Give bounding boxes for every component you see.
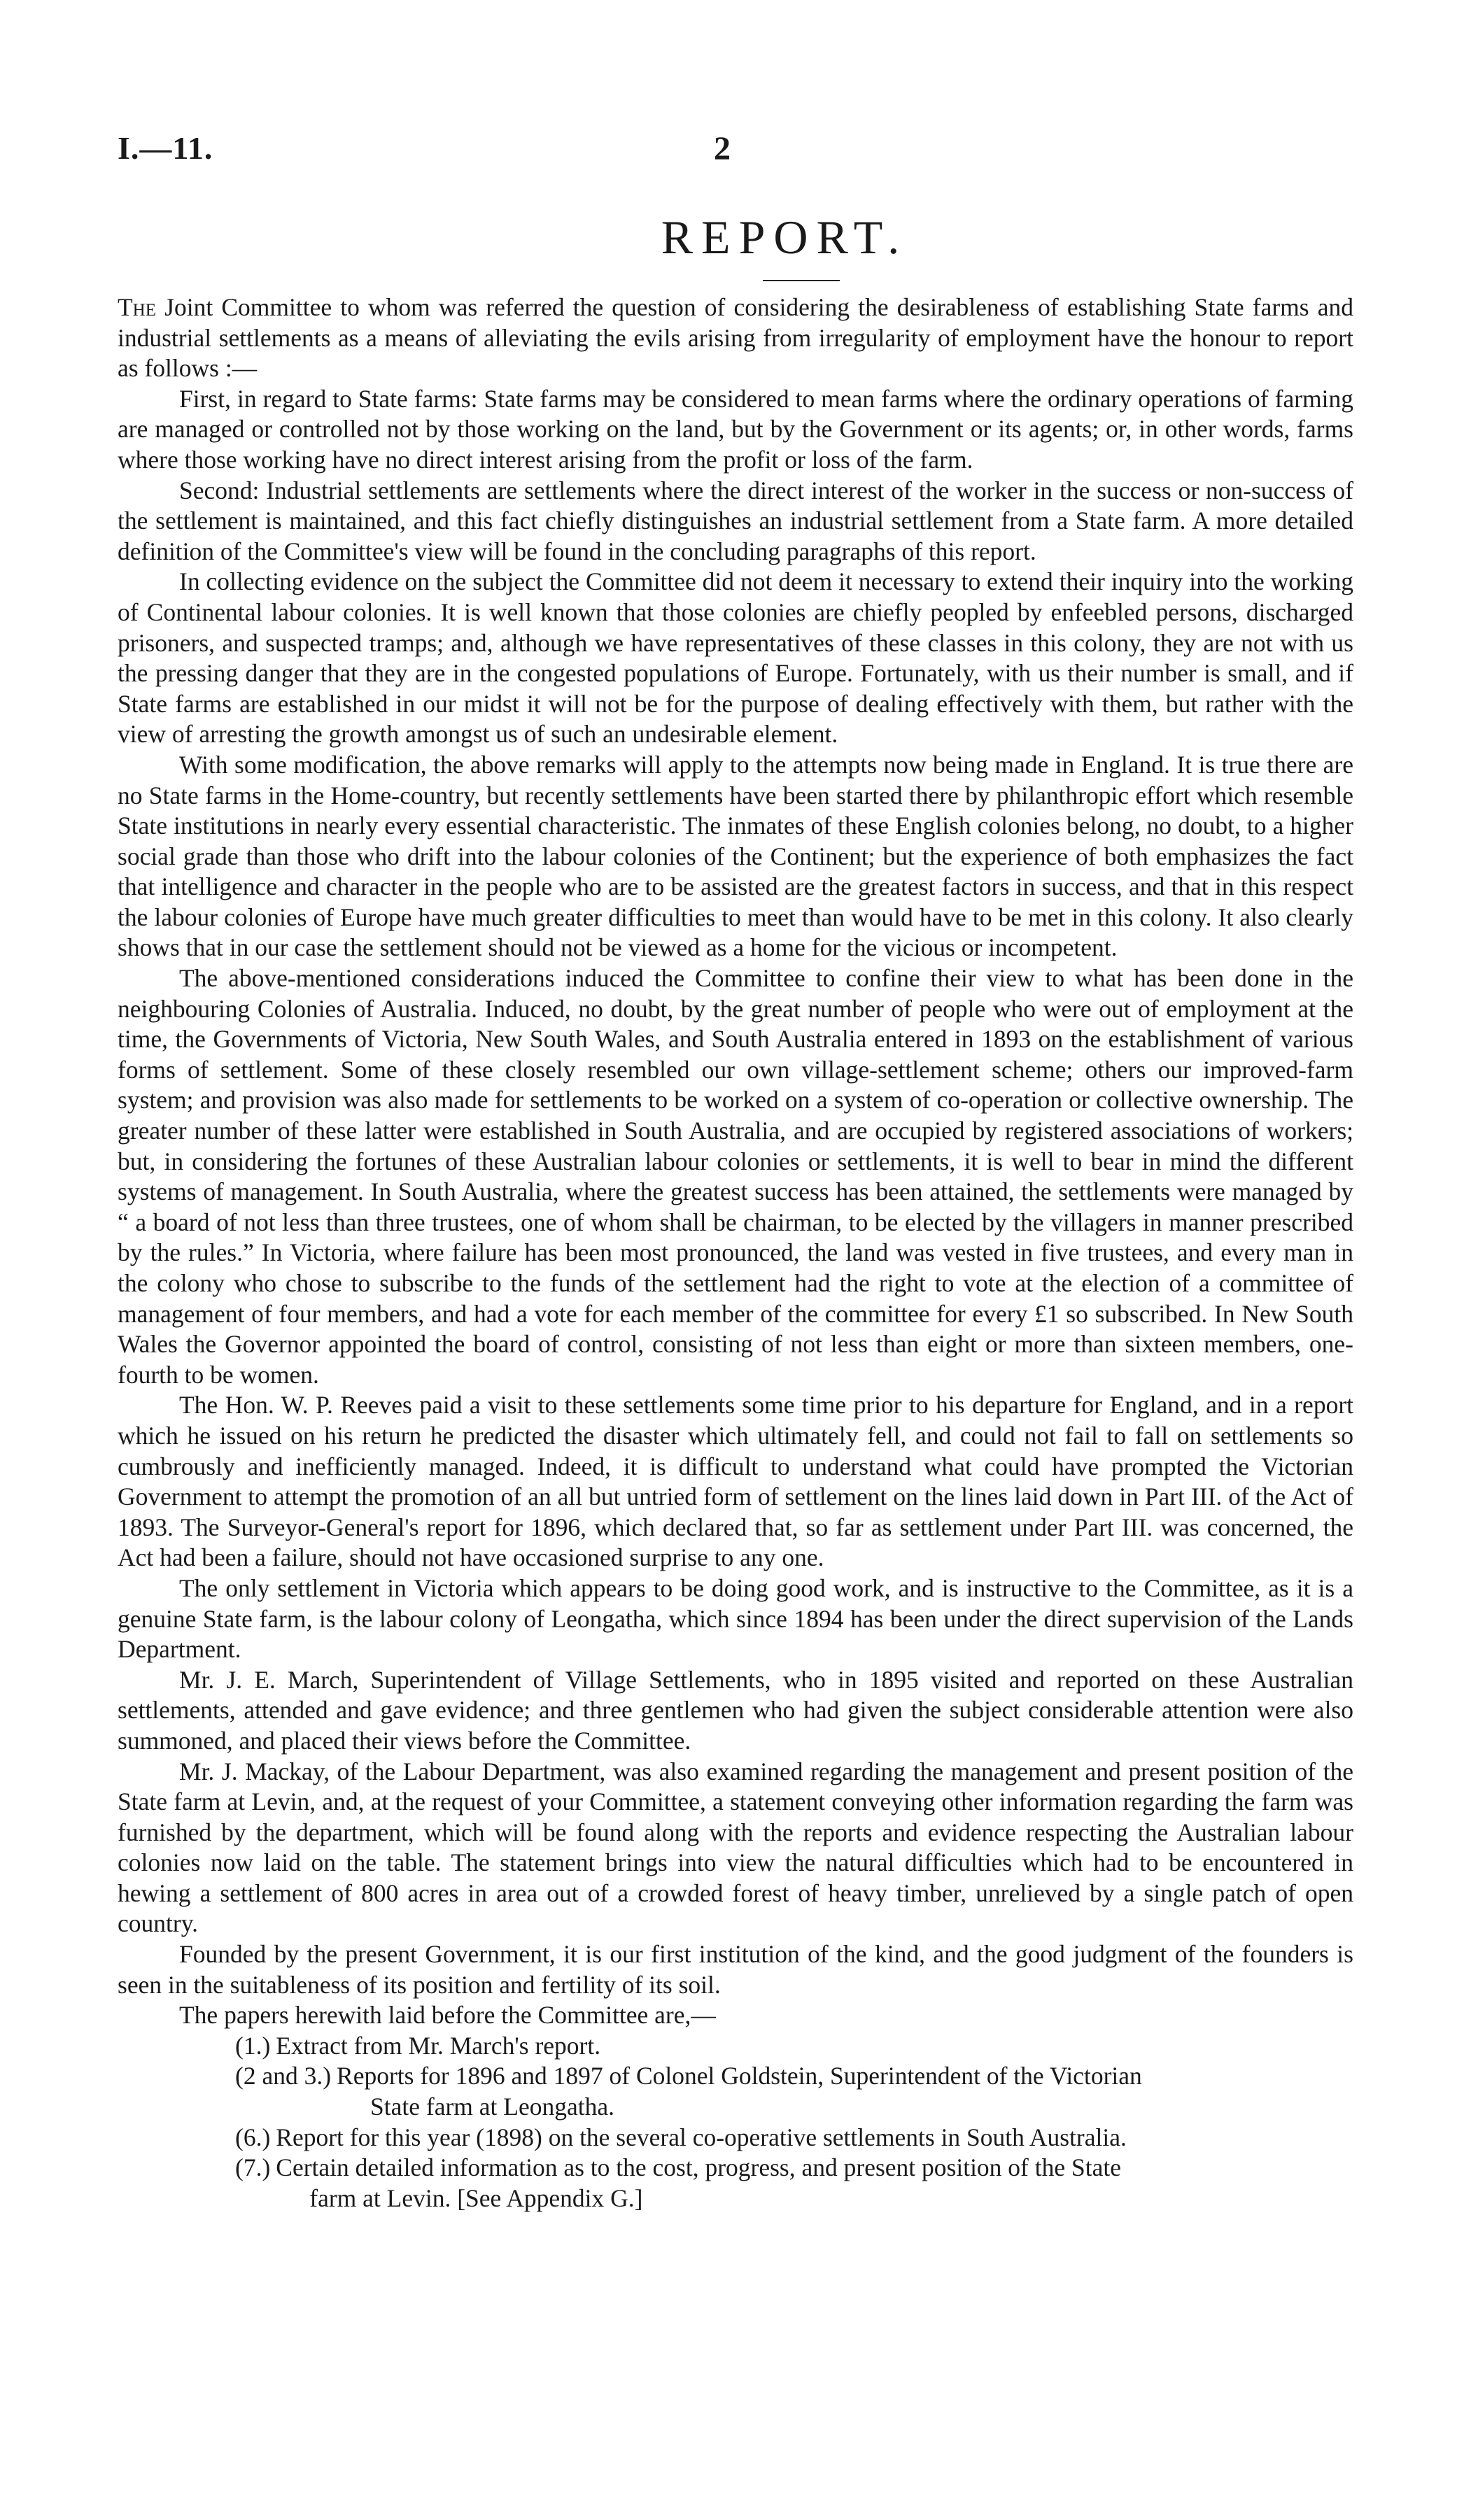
list-item	[118, 2123, 1353, 2153]
list-item-number: (2 and 3.)	[235, 2062, 332, 2090]
list-item-number: (1.)	[235, 2031, 271, 2060]
papers-list	[118, 2031, 1353, 2214]
title-underline	[763, 280, 840, 281]
list-item-continuation: State farm at Leongatha.	[370, 2093, 614, 2121]
intro-lead-word: The	[118, 293, 157, 321]
list-item-text	[276, 2153, 1353, 2214]
list-item-text-line: Report for this year (1898) on the several co-operative settlements in South Australia.	[276, 2123, 1127, 2151]
paragraph-leongatha: The only settlement in Victoria which appears to be doing good work, and is instructive to the Committee, as it is a genuine State farm, is the labour colony of Leongatha, which since 1894 has been under the direct supervision of the Lands Department.	[118, 1573, 1353, 1664]
intro-paragraph	[118, 292, 1353, 384]
list-item-text	[276, 2123, 1353, 2153]
page-number: 2	[714, 130, 731, 167]
list-item-number: (6.)	[235, 2123, 271, 2151]
list-item	[118, 2153, 1353, 2214]
list-item-text-line: Extract from Mr. March's report.	[276, 2031, 601, 2060]
intro-text: Joint Committee to whom was referred the question of considering the desirableness of establishing State farms and industrial settlements as a means of alleviating the evils arising from irregularity of employment have the honour to report as follows :—	[118, 293, 1354, 383]
list-item	[118, 2061, 1353, 2122]
paragraph-england: With some modification, the above remarks will apply to the attempts now being made in England. It is true there are no State farms in the Home-country, but recently settlements have been started there by philanthropic effort which resemble State institutions in nearly every essential characteristic. The inmates of these English colonies belong, no doubt, to a higher social grade than those who drift into the labour colonies of the Continent; but the experience of both emphasizes the fact that intelligence and character in the people who are to be assisted are the greatest factors in success, and that in this respect the labour colonies of Europe have much greater difficulties to meet than would have to be met in this colony. It also clearly shows that in our case the settlement should not be viewed as a home for the vicious or incompetent.	[118, 750, 1353, 962]
list-item-continuation: farm at Levin. [See Appendix G.]	[309, 2183, 643, 2212]
papers-list-intro: The papers herewith laid before the Committee are,—	[179, 2001, 716, 2030]
paragraph-state-farms: First, in regard to State farms: State farms may be considered to mean farms where the ordinary operations of farming are managed or controlled not by those working on the land, but by the Government or its agents; or, in other words, farms where those working have no direct interest arising from the profit or loss of the farm.	[118, 384, 1353, 474]
list-item-number: (7.)	[235, 2153, 271, 2182]
document-reference: I.—11.	[118, 130, 213, 166]
list-item-text-line: Reports for 1896 and 1897 of Colonel Goldstein, Superintendent of the Victorian	[337, 2062, 1142, 2090]
paragraph-reeves: The Hon. W. P. Reeves paid a visit to these settlements some time prior to his departure for England, and in a report which he issued on his return he predicted the disaster which ultimately fell, and could not fail to fall on settlements so cumbrously and inefficiently managed. Indeed, it is difficult to understand what could have prompted the Victorian Government to attempt the promotion of an all but untried form of settlement on the lines laid down in Part III. of the Act of 1893. The Surveyor-General's report for 1896, which declared that, so far as settlement under Part III. was concerned, the Act had been a failure, should not have occasioned surprise to any one.	[118, 1391, 1353, 1572]
paragraph-continental-colonies: In collecting evidence on the subject the Committee did not deem it necessary to extend their inquiry into the working of Continental labour colonies. It is well known that those colonies are chiefly peopled by enfeebled persons, discharged prisoners, and suspected tramps; and, although we have representatives of these classes in this colony, they are not with us the pressing danger that they are in the congested populations of Europe. Fortunately, with us their number is small, and if State farms are established in our midst it will not be for the purpose of dealing effectively with them, but rather with the view of arresting the growth amongst us of such an undesirable element.	[118, 567, 1353, 749]
page-title: REPORT.	[661, 211, 908, 264]
list-item-text	[337, 2061, 1353, 2122]
paragraph-industrial-settlements: Second: Industrial settlements are settlements where the direct interest of the worker in the success or non-success of the settlement is maintained, and this fact chiefly distinguishes an industrial settlement from a State farm. A more detailed definition of the Committee's view will be found in the concluding paragraphs of this report.	[118, 476, 1353, 565]
paragraph-march: Mr. J. E. March, Superintendent of Village Settlements, who in 1895 visited and reported on these Australian settlements, attended and gave evidence; and three gentlemen who had given the subject considerable attention were also summoned, and placed their views before the Committee.	[118, 1665, 1353, 1755]
list-item-text	[276, 2031, 1353, 2062]
paragraph-mackay: Mr. J. Mackay, of the Labour Department, was also examined regarding the management and present position of the State farm at Levin, and, at the request of your Committee, a statement conveying other information regarding the farm was furnished by the department, which will be found along with the reports and evidence respecting the Australian labour colonies now laid on the table. The statement brings into view the natural difficulties which had to be encountered in hewing a settlement of 800 acres in area out of a crowded forest of heavy timber, unrelieved by a single patch of open country.	[118, 1757, 1353, 1938]
paragraph-australia: The above-mentioned considerations induced the Committee to confine their view to what has been done in the neighbouring Colonies of Australia. Induced, no doubt, by the great number of people who were out of employment at the time, the Governments of Victoria, New South Wales, and South Australia entered in 1893 on the establishment of various forms of settlement. Some of these closely resembled our own village-settlement scheme; others our improved-farm system; and provision was also made for settlements to be worked on a system of co-operation or collective ownership. The greater number of these latter were established in South Australia, and are occupied by registered associations of workers; but, in considering the fortunes of these Australian labour colonies or settlements, it is well to bear in mind the different systems of management. In South Australia, where the greatest success has been attained, the settlements were managed by “ a board of not less than three trustees, one of whom shall be chairman, to be elected by the villagers in manner prescribed by the rules.” In Victoria, where failure has been most pronounced, the land was vested in five trustees, and every man in the colony who chose to subscribe to the funds of the settlement had the right to vote at the election of a committee of management of four members, and had a vote for each member of the committee for every £1 so subscribed. In New South Wales the Governor appointed the board of control, consisting of not less than eight or more than sixteen members, one-fourth to be women.	[118, 964, 1353, 1389]
paragraph-founded: Founded by the present Government, it is our first institution of the kind, and the good judgment of the founders is seen in the suitableness of its position and fertility of its soil.	[118, 1940, 1353, 1999]
list-item	[118, 2031, 1353, 2062]
report-body	[118, 292, 1353, 2214]
list-item-text-line: Certain detailed information as to the cost, progress, and present position of the State	[276, 2153, 1121, 2182]
